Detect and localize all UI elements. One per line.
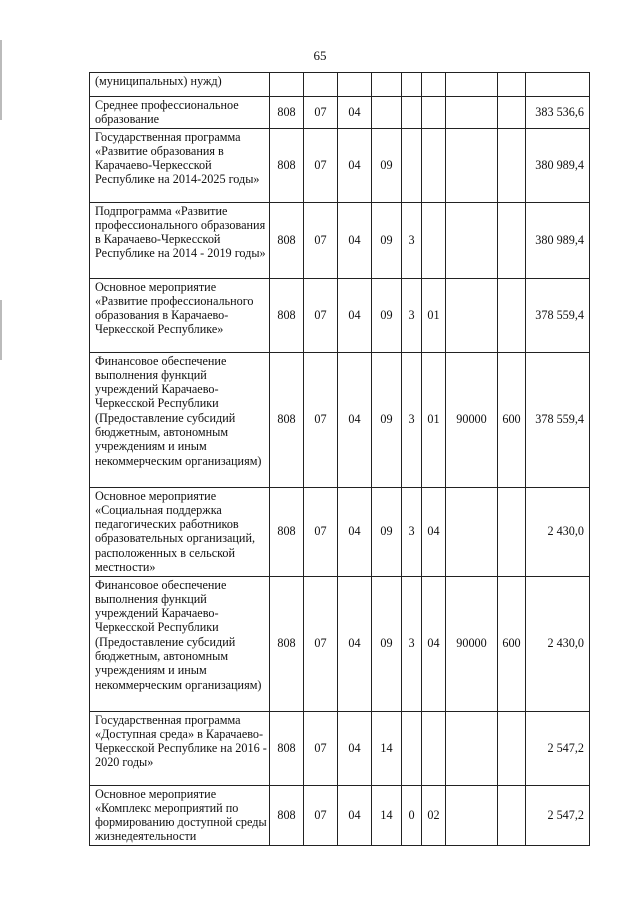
code-direction bbox=[446, 97, 498, 129]
table-row bbox=[90, 487, 590, 576]
table-row bbox=[90, 785, 590, 845]
code-expense-type bbox=[498, 202, 526, 278]
row-name: Финансовое обеспечение выполнения функций учреждений Карачаево-Черкесской Республики (Предоставление субсидий бюджетным, автономным учреждениям и иным некоммерческим организациям) bbox=[90, 352, 270, 487]
code-direction bbox=[446, 278, 498, 352]
code-program: 09 bbox=[372, 487, 402, 576]
amount: 378 559,4 bbox=[526, 278, 590, 352]
code-event bbox=[422, 202, 446, 278]
code-subsection: 04 bbox=[338, 487, 372, 576]
table-row bbox=[90, 576, 590, 711]
table-row bbox=[90, 352, 590, 487]
code-section: 07 bbox=[304, 97, 338, 129]
scan-edge-mark bbox=[0, 300, 2, 360]
code-event: 01 bbox=[422, 352, 446, 487]
code-subprogram: 0 bbox=[402, 785, 422, 845]
table-row bbox=[90, 711, 590, 785]
amount: 2 430,0 bbox=[526, 576, 590, 711]
row-name: Среднее профессиональное образование bbox=[90, 97, 270, 129]
code-ministry: 808 bbox=[270, 487, 304, 576]
code-program: 14 bbox=[372, 711, 402, 785]
code-subprogram: 3 bbox=[402, 576, 422, 711]
code-direction bbox=[446, 128, 498, 202]
row-name: Государственная программа «Развитие образования в Карачаево-Черкесской Республике на 2014-2025 годы» bbox=[90, 128, 270, 202]
code-program: 09 bbox=[372, 352, 402, 487]
code-subsection: 04 bbox=[338, 278, 372, 352]
row-name: Основное мероприятие «Комплекс мероприятий по формированию доступной среды жизнедеятельности bbox=[90, 785, 270, 845]
row-name: Подпрограмма «Развитие профессионального образования в Карачаево-Черкесской Республике на 2014 - 2019 годы» bbox=[90, 202, 270, 278]
code-section: 07 bbox=[304, 487, 338, 576]
code-subsection: 04 bbox=[338, 128, 372, 202]
code-ministry: 808 bbox=[270, 352, 304, 487]
code-event: 02 bbox=[422, 785, 446, 845]
row-name: (муниципальных) нужд) bbox=[90, 73, 270, 97]
code-subprogram: 3 bbox=[402, 487, 422, 576]
code-expense-type bbox=[498, 711, 526, 785]
code-subsection: 04 bbox=[338, 785, 372, 845]
code-ministry: 808 bbox=[270, 202, 304, 278]
code-direction: 90000 bbox=[446, 352, 498, 487]
code-event: 04 bbox=[422, 487, 446, 576]
code-subsection: 04 bbox=[338, 711, 372, 785]
code-subprogram: 3 bbox=[402, 278, 422, 352]
table-row bbox=[90, 278, 590, 352]
code-program: 09 bbox=[372, 202, 402, 278]
code-event bbox=[422, 73, 446, 97]
code-event bbox=[422, 97, 446, 129]
code-subsection: 04 bbox=[338, 97, 372, 129]
code-ministry: 808 bbox=[270, 128, 304, 202]
code-event bbox=[422, 711, 446, 785]
code-ministry bbox=[270, 73, 304, 97]
code-section: 07 bbox=[304, 785, 338, 845]
code-subprogram: 3 bbox=[402, 352, 422, 487]
code-program: 09 bbox=[372, 128, 402, 202]
code-section: 07 bbox=[304, 128, 338, 202]
code-expense-type: 600 bbox=[498, 576, 526, 711]
table-row bbox=[90, 73, 590, 97]
code-program: 09 bbox=[372, 576, 402, 711]
row-name: Государственная программа «Доступная среда» в Карачаево-Черкесской Республике на 2016 - 2020 годы» bbox=[90, 711, 270, 785]
code-expense-type bbox=[498, 73, 526, 97]
code-subsection: 04 bbox=[338, 576, 372, 711]
code-ministry: 808 bbox=[270, 278, 304, 352]
row-name: Основное мероприятие «Социальная поддержка педагогических работников образовательных организаций, расположенных в сельской местности» bbox=[90, 487, 270, 576]
code-direction bbox=[446, 202, 498, 278]
amount bbox=[526, 73, 590, 97]
code-direction: 90000 bbox=[446, 576, 498, 711]
code-subprogram bbox=[402, 711, 422, 785]
code-expense-type bbox=[498, 97, 526, 129]
code-direction bbox=[446, 785, 498, 845]
row-name: Финансовое обеспечение выполнения функций учреждений Карачаево-Черкесской Республики (Предоставление субсидий бюджетным, автономным учреждениям и иным некоммерческим организациям) bbox=[90, 576, 270, 711]
code-subsection: 04 bbox=[338, 202, 372, 278]
code-direction bbox=[446, 73, 498, 97]
code-section: 07 bbox=[304, 352, 338, 487]
code-program bbox=[372, 73, 402, 97]
code-expense-type bbox=[498, 278, 526, 352]
code-expense-type bbox=[498, 128, 526, 202]
code-program: 14 bbox=[372, 785, 402, 845]
code-ministry: 808 bbox=[270, 711, 304, 785]
code-subsection: 04 bbox=[338, 352, 372, 487]
code-section: 07 bbox=[304, 202, 338, 278]
table-row bbox=[90, 128, 590, 202]
code-section: 07 bbox=[304, 278, 338, 352]
code-subprogram: 3 bbox=[402, 202, 422, 278]
table-row bbox=[90, 202, 590, 278]
code-subprogram bbox=[402, 97, 422, 129]
code-expense-type: 600 bbox=[498, 352, 526, 487]
amount: 2 547,2 bbox=[526, 711, 590, 785]
code-direction bbox=[446, 711, 498, 785]
code-subsection bbox=[338, 73, 372, 97]
code-event: 01 bbox=[422, 278, 446, 352]
amount: 378 559,4 bbox=[526, 352, 590, 487]
row-name: Основное мероприятие «Развитие профессионального образования в Карачаево-Черкесской Республике» bbox=[90, 278, 270, 352]
table-row bbox=[90, 97, 590, 129]
code-ministry: 808 bbox=[270, 576, 304, 711]
code-program bbox=[372, 97, 402, 129]
code-ministry: 808 bbox=[270, 97, 304, 129]
code-ministry: 808 bbox=[270, 785, 304, 845]
code-section bbox=[304, 73, 338, 97]
code-section: 07 bbox=[304, 576, 338, 711]
code-event bbox=[422, 128, 446, 202]
amount: 2 430,0 bbox=[526, 487, 590, 576]
amount: 2 547,2 bbox=[526, 785, 590, 845]
code-subprogram bbox=[402, 128, 422, 202]
code-program: 09 bbox=[372, 278, 402, 352]
code-event: 04 bbox=[422, 576, 446, 711]
code-subprogram bbox=[402, 73, 422, 97]
budget-table bbox=[89, 72, 590, 846]
amount: 380 989,4 bbox=[526, 128, 590, 202]
code-direction bbox=[446, 487, 498, 576]
code-expense-type bbox=[498, 487, 526, 576]
amount: 380 989,4 bbox=[526, 202, 590, 278]
page-number: 65 bbox=[313, 48, 327, 63]
code-section: 07 bbox=[304, 711, 338, 785]
code-expense-type bbox=[498, 785, 526, 845]
amount: 383 536,6 bbox=[526, 97, 590, 129]
